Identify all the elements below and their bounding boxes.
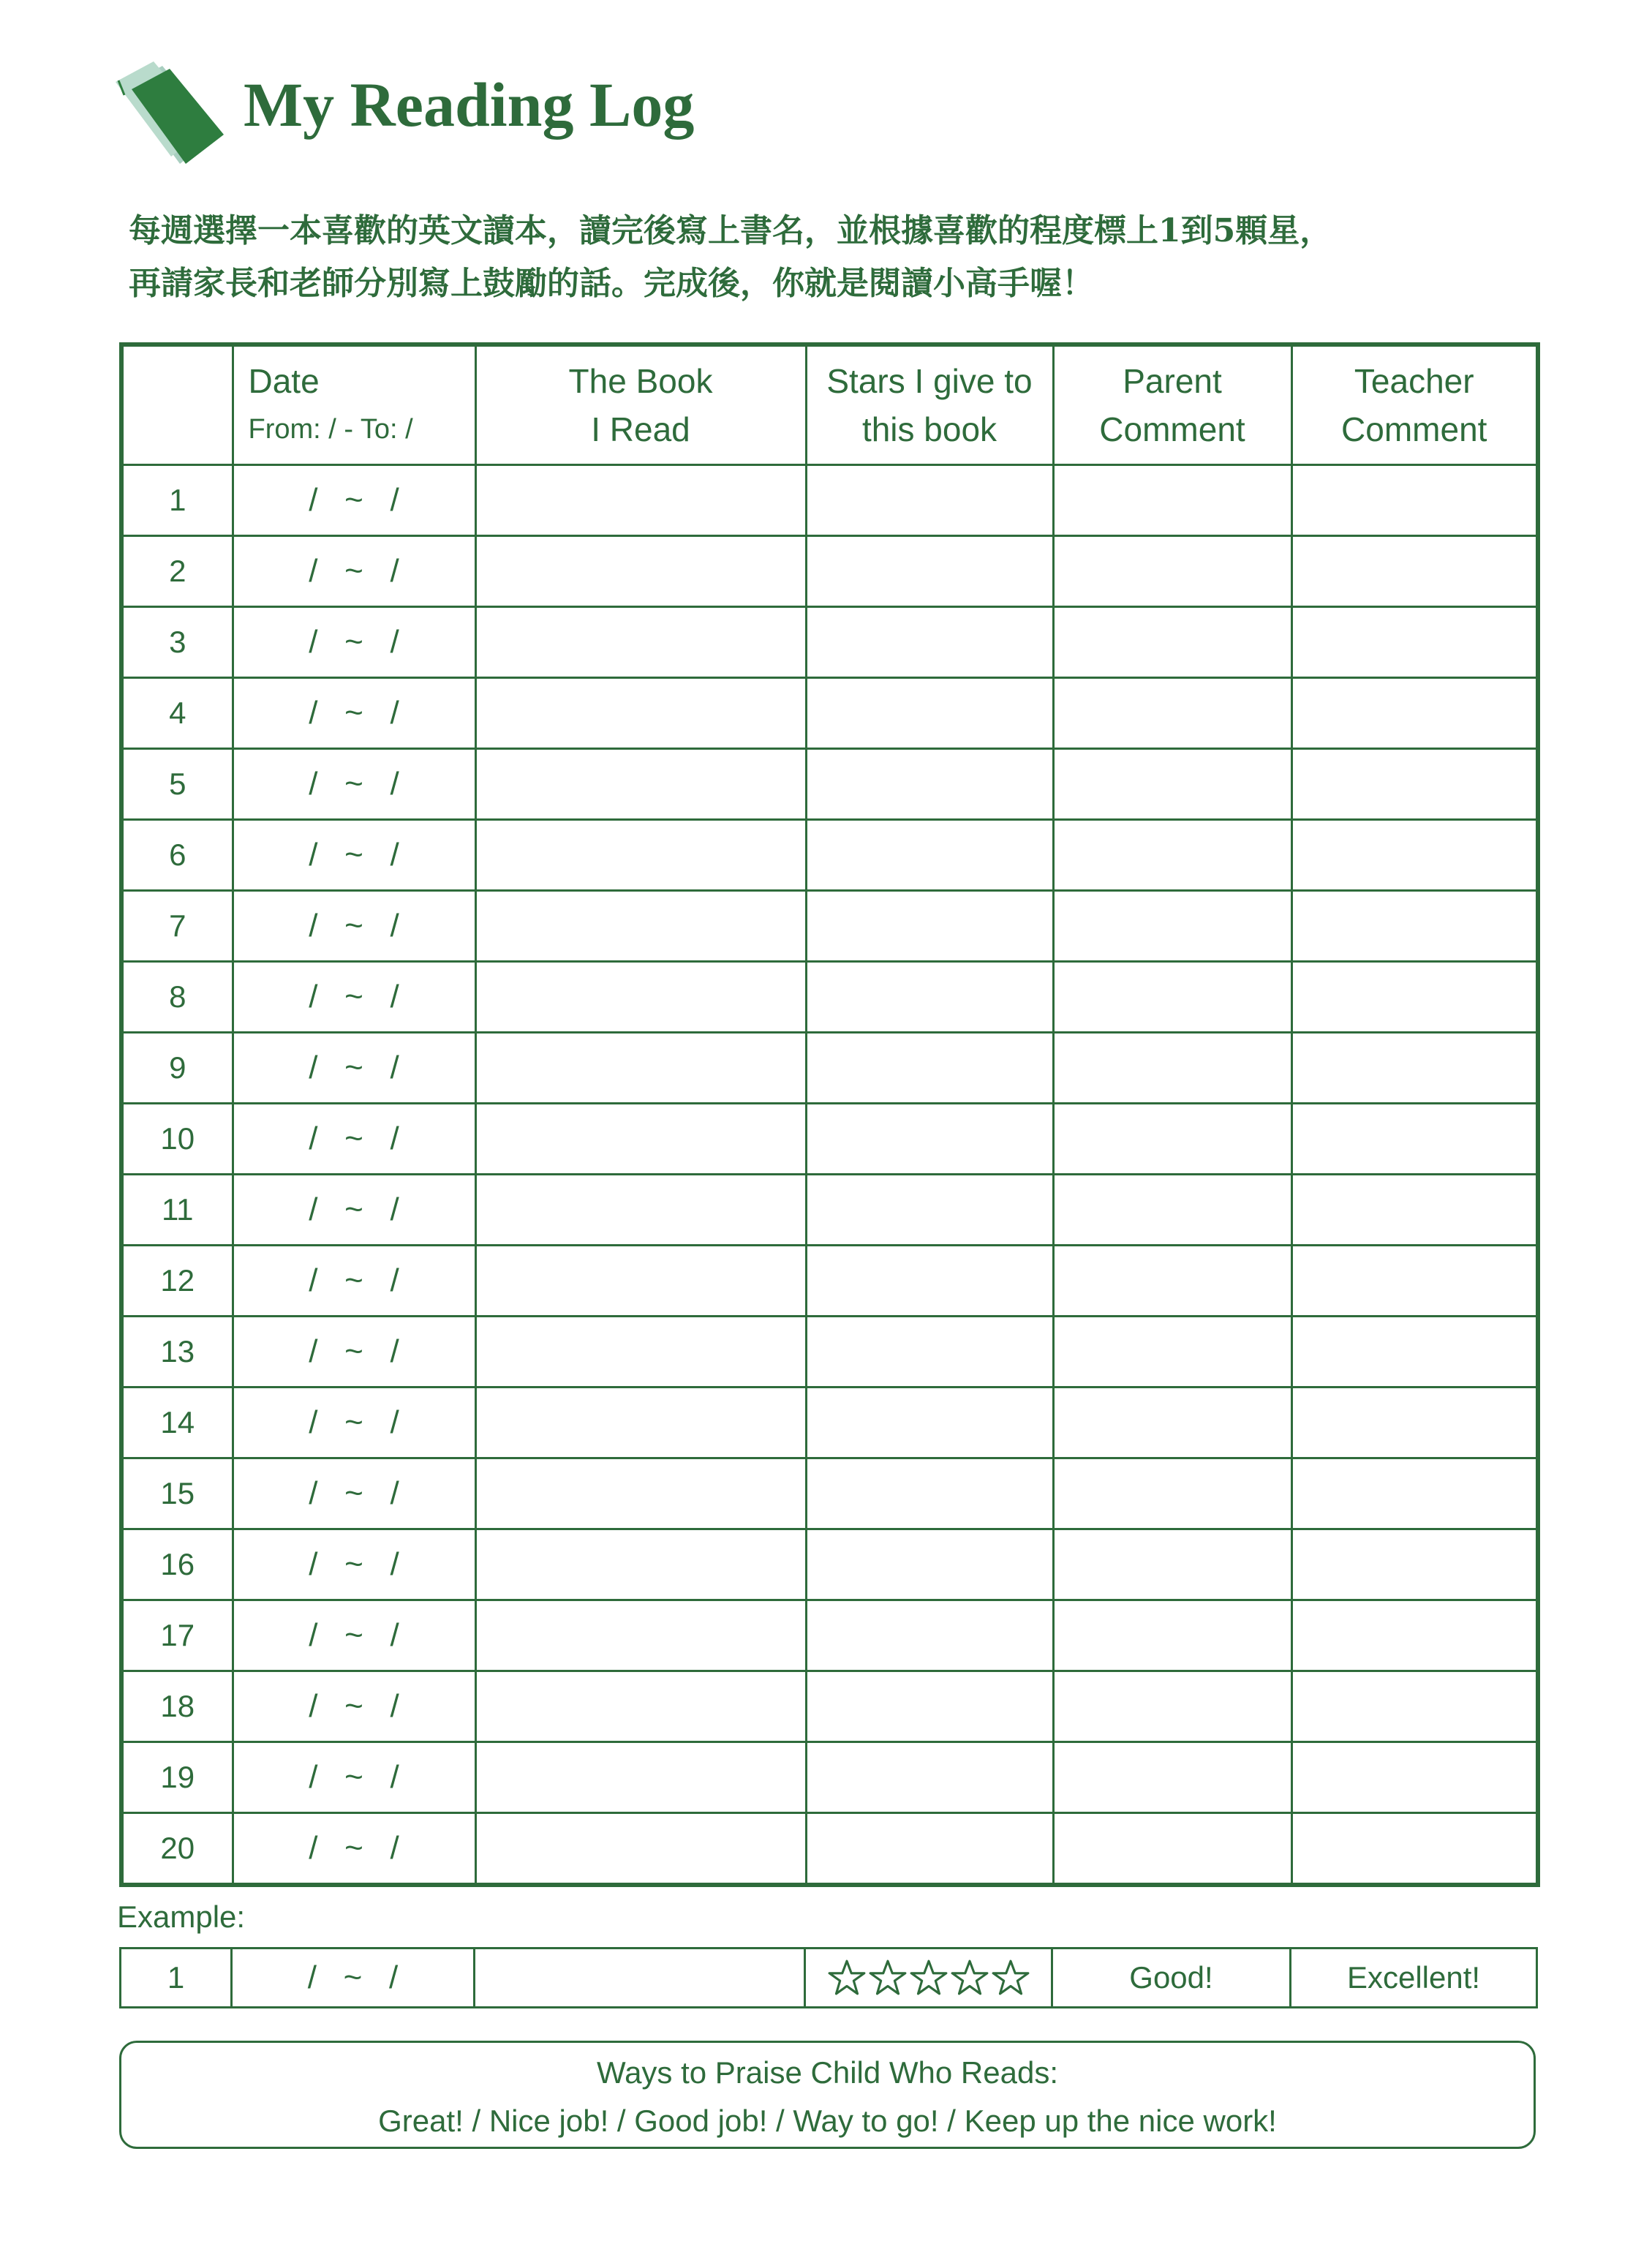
row-date-text: / ~ / — [309, 553, 399, 589]
row-date — [233, 749, 475, 820]
row-number: 8 — [121, 962, 233, 1033]
teacher-header-line-2: Comment — [1341, 410, 1487, 448]
row-book-cell[interactable] — [475, 1175, 806, 1246]
row-parent-comment-cell[interactable] — [1053, 1317, 1291, 1388]
row-book-cell[interactable] — [475, 1317, 806, 1388]
row-stars-cell[interactable] — [806, 1104, 1053, 1175]
row-date-text: / ~ / — [309, 1404, 399, 1440]
star-rating[interactable] — [827, 1959, 1030, 1997]
row-parent-comment-cell[interactable] — [1053, 536, 1291, 607]
number-header — [121, 344, 233, 465]
row-book-cell[interactable] — [475, 1600, 806, 1671]
instructions-line-1: 每週選擇一本喜歡的英文讀本，讀完後寫上書名，並根據喜歡的程度標上1到5顆星， — [129, 212, 1332, 249]
row-parent-comment-cell[interactable] — [1053, 820, 1291, 891]
row-number: 6 — [121, 820, 233, 891]
row-book-cell[interactable] — [475, 749, 806, 820]
date-header — [233, 344, 475, 465]
instructions-line-2: 再請家長和老師分別寫上鼓勵的話。完成後，你就是閱讀小高手喔！ — [129, 265, 1094, 302]
row-teacher-comment-cell[interactable] — [1291, 749, 1538, 820]
row-parent-comment-cell[interactable] — [1053, 749, 1291, 820]
row-date — [233, 1529, 475, 1600]
row-book-cell[interactable] — [475, 465, 806, 536]
row-book-cell[interactable] — [475, 1529, 806, 1600]
praise-phrases: Great! / Nice job! / Good job! / Way to go! / Keep up the nice work! — [378, 2104, 1277, 2138]
row-teacher-comment-cell[interactable] — [1291, 1175, 1538, 1246]
row-teacher-comment-cell[interactable] — [1291, 1600, 1538, 1671]
row-date-text: / ~ / — [309, 1830, 399, 1866]
row-book-cell[interactable] — [475, 1813, 806, 1886]
row-book-cell[interactable] — [475, 678, 806, 749]
green-book-icon — [110, 60, 234, 184]
stars-header — [806, 344, 1053, 465]
row-parent-comment-cell[interactable] — [1053, 962, 1291, 1033]
table-header-row — [121, 344, 1538, 465]
row-number: 16 — [121, 1529, 233, 1600]
row-date-text: / ~ / — [309, 695, 399, 731]
star-outline-icon[interactable] — [909, 1959, 948, 1997]
row-book-cell[interactable] — [475, 1742, 806, 1813]
row-stars-cell[interactable] — [806, 891, 1053, 962]
row-number: 1 — [121, 465, 233, 536]
row-book-cell[interactable] — [475, 891, 806, 962]
row-teacher-comment-cell[interactable] — [1291, 1529, 1538, 1600]
table-row — [121, 1671, 1538, 1742]
star-outline-icon[interactable] — [827, 1959, 867, 1997]
row-teacher-comment-cell[interactable] — [1291, 1033, 1538, 1104]
row-date-text: / ~ / — [309, 1688, 399, 1724]
row-teacher-comment-cell[interactable] — [1291, 1246, 1538, 1317]
row-teacher-comment-cell[interactable] — [1291, 1388, 1538, 1458]
row-number: 10 — [121, 1104, 233, 1175]
row-stars-cell[interactable] — [806, 749, 1053, 820]
row-date — [233, 1388, 475, 1458]
row-date — [233, 1033, 475, 1104]
table-row — [121, 1246, 1538, 1317]
row-book-cell[interactable] — [475, 536, 806, 607]
row-date-text: / ~ / — [309, 908, 399, 944]
date-header-label: Date — [248, 362, 320, 400]
row-stars-cell[interactable] — [806, 1388, 1053, 1458]
row-stars-cell[interactable] — [806, 1529, 1053, 1600]
row-date — [233, 678, 475, 749]
book-header-line-2: I Read — [591, 410, 690, 448]
row-book-cell[interactable] — [475, 1246, 806, 1317]
row-date — [233, 962, 475, 1033]
example-date-text: / ~ / — [307, 1959, 399, 1995]
row-parent-comment-cell[interactable] — [1053, 1388, 1291, 1458]
row-stars-cell[interactable] — [806, 962, 1053, 1033]
table-row — [121, 1813, 1538, 1886]
row-parent-comment-cell[interactable] — [1053, 465, 1291, 536]
row-number: 4 — [121, 678, 233, 749]
row-date — [233, 1458, 475, 1529]
parent-comment-header — [1053, 344, 1291, 465]
table-row — [121, 1317, 1538, 1388]
table-row — [121, 465, 1538, 536]
row-stars-cell[interactable] — [806, 1317, 1053, 1388]
row-stars-cell[interactable] — [806, 678, 1053, 749]
row-date — [233, 1104, 475, 1175]
row-stars-cell[interactable] — [806, 820, 1053, 891]
row-teacher-comment-cell[interactable] — [1291, 1458, 1538, 1529]
table-row — [121, 607, 1538, 678]
teacher-header-line-1: Teacher — [1354, 362, 1474, 400]
row-teacher-comment-cell[interactable] — [1291, 820, 1538, 891]
row-date-text: / ~ / — [309, 1546, 399, 1582]
row-book-cell[interactable] — [475, 1033, 806, 1104]
row-teacher-comment-cell[interactable] — [1291, 536, 1538, 607]
praise-box — [119, 2041, 1536, 2149]
row-date — [233, 1813, 475, 1886]
row-date-text: / ~ / — [309, 1333, 399, 1369]
row-date-text: / ~ / — [309, 766, 399, 802]
teacher-comment-header — [1291, 344, 1538, 465]
row-number: 17 — [121, 1600, 233, 1671]
row-date — [233, 1175, 475, 1246]
praise-title: Ways to Praise Child Who Reads: — [596, 2055, 1058, 2090]
row-book-cell[interactable] — [475, 962, 806, 1033]
row-parent-comment-cell[interactable] — [1053, 1246, 1291, 1317]
table-row — [121, 820, 1538, 891]
row-date — [233, 1317, 475, 1388]
row-book-cell[interactable] — [475, 1388, 806, 1458]
row-number: 18 — [121, 1671, 233, 1742]
row-date — [233, 1671, 475, 1742]
row-stars-cell[interactable] — [806, 607, 1053, 678]
row-number: 2 — [121, 536, 233, 607]
row-parent-comment-cell[interactable] — [1053, 1033, 1291, 1104]
star-outline-icon[interactable] — [868, 1959, 908, 1997]
row-parent-comment-cell[interactable] — [1053, 1175, 1291, 1246]
book-header — [475, 344, 806, 465]
row-parent-comment-cell[interactable] — [1053, 891, 1291, 962]
row-date-text: / ~ / — [309, 1759, 399, 1795]
row-teacher-comment-cell[interactable] — [1291, 1742, 1538, 1813]
row-stars-cell[interactable] — [806, 1458, 1053, 1529]
example-label: Example: — [117, 1900, 246, 1934]
row-number: 13 — [121, 1317, 233, 1388]
row-date — [233, 1742, 475, 1813]
table-row — [121, 1388, 1538, 1458]
row-book-cell[interactable] — [475, 1104, 806, 1175]
table-row — [121, 536, 1538, 607]
example-table — [119, 1947, 1538, 2008]
row-stars-cell[interactable] — [806, 1813, 1053, 1886]
table-row — [121, 1742, 1538, 1813]
row-parent-comment-cell[interactable] — [1053, 1600, 1291, 1671]
example-book-cell[interactable] — [475, 1949, 805, 2008]
example-teacher-comment: Excellent! — [1291, 1949, 1537, 2008]
row-stars-cell[interactable] — [806, 465, 1053, 536]
table-row — [121, 1529, 1538, 1600]
row-stars-cell[interactable] — [806, 1033, 1053, 1104]
row-teacher-comment-cell[interactable] — [1291, 962, 1538, 1033]
row-stars-cell[interactable] — [806, 1175, 1053, 1246]
row-number: 20 — [121, 1813, 233, 1886]
row-teacher-comment-cell[interactable] — [1291, 1317, 1538, 1388]
row-teacher-comment-cell[interactable] — [1291, 1104, 1538, 1175]
row-date — [233, 465, 475, 536]
row-date — [233, 1246, 475, 1317]
book-header-line-1: The Book — [568, 362, 713, 400]
date-header-sub: From: / - To: / — [248, 414, 413, 445]
example-date — [232, 1949, 475, 2008]
row-date-text: / ~ / — [309, 482, 399, 518]
row-number: 5 — [121, 749, 233, 820]
table-row — [121, 1175, 1538, 1246]
reading-log-table — [119, 342, 1540, 1887]
row-book-cell[interactable] — [475, 1671, 806, 1742]
row-teacher-comment-cell[interactable] — [1291, 891, 1538, 962]
row-date — [233, 1600, 475, 1671]
star-outline-icon[interactable] — [991, 1959, 1030, 1997]
stars-header-line-1: Stars I give to — [826, 362, 1033, 400]
row-date-text: / ~ / — [309, 1475, 399, 1511]
example-number: 1 — [121, 1949, 232, 2008]
row-parent-comment-cell[interactable] — [1053, 1671, 1291, 1742]
row-number: 19 — [121, 1742, 233, 1813]
row-parent-comment-cell[interactable] — [1053, 607, 1291, 678]
row-teacher-comment-cell[interactable] — [1291, 465, 1538, 536]
row-date-text: / ~ / — [309, 1617, 399, 1653]
row-stars-cell[interactable] — [806, 1600, 1053, 1671]
table-row — [121, 1104, 1538, 1175]
row-parent-comment-cell[interactable] — [1053, 1529, 1291, 1600]
example-parent-comment: Good! — [1052, 1949, 1291, 2008]
table-row — [121, 749, 1538, 820]
row-date-text: / ~ / — [309, 1262, 399, 1298]
table-row — [121, 962, 1538, 1033]
row-date-text: / ~ / — [309, 1191, 399, 1227]
row-number: 14 — [121, 1388, 233, 1458]
row-parent-comment-cell[interactable] — [1053, 1458, 1291, 1529]
star-outline-icon[interactable] — [950, 1959, 989, 1997]
row-teacher-comment-cell[interactable] — [1291, 678, 1538, 749]
table-row — [121, 678, 1538, 749]
row-date — [233, 820, 475, 891]
table-row — [121, 1458, 1538, 1529]
parent-header-line-1: Parent — [1123, 362, 1222, 400]
instructions-text — [129, 205, 1518, 310]
row-parent-comment-cell[interactable] — [1053, 1813, 1291, 1886]
row-date — [233, 536, 475, 607]
table-row — [121, 1033, 1538, 1104]
row-parent-comment-cell[interactable] — [1053, 1742, 1291, 1813]
row-number: 11 — [121, 1175, 233, 1246]
row-number: 7 — [121, 891, 233, 962]
row-teacher-comment-cell[interactable] — [1291, 1671, 1538, 1742]
table-row — [121, 1600, 1538, 1671]
row-stars-cell[interactable] — [806, 1246, 1053, 1317]
example-stars-cell[interactable] — [805, 1949, 1052, 2008]
row-date — [233, 891, 475, 962]
row-date-text: / ~ / — [309, 624, 399, 660]
row-stars-cell[interactable] — [806, 1742, 1053, 1813]
page-title: My Reading Log — [244, 69, 695, 140]
row-parent-comment-cell[interactable] — [1053, 678, 1291, 749]
example-row — [121, 1949, 1537, 2008]
row-parent-comment-cell[interactable] — [1053, 1104, 1291, 1175]
row-number: 3 — [121, 607, 233, 678]
row-stars-cell[interactable] — [806, 536, 1053, 607]
row-number: 15 — [121, 1458, 233, 1529]
row-teacher-comment-cell[interactable] — [1291, 607, 1538, 678]
parent-header-line-2: Comment — [1099, 410, 1245, 448]
row-teacher-comment-cell[interactable] — [1291, 1813, 1538, 1886]
row-date-text: / ~ / — [309, 979, 399, 1014]
row-book-cell[interactable] — [475, 820, 806, 891]
row-book-cell[interactable] — [475, 1458, 806, 1529]
stars-header-line-2: this book — [861, 410, 997, 448]
row-number: 12 — [121, 1246, 233, 1317]
table-row — [121, 891, 1538, 962]
row-date — [233, 607, 475, 678]
row-stars-cell[interactable] — [806, 1671, 1053, 1742]
row-date-text: / ~ / — [309, 1121, 399, 1156]
row-number: 9 — [121, 1033, 233, 1104]
row-date-text: / ~ / — [309, 1050, 399, 1085]
row-book-cell[interactable] — [475, 607, 806, 678]
row-date-text: / ~ / — [309, 837, 399, 873]
